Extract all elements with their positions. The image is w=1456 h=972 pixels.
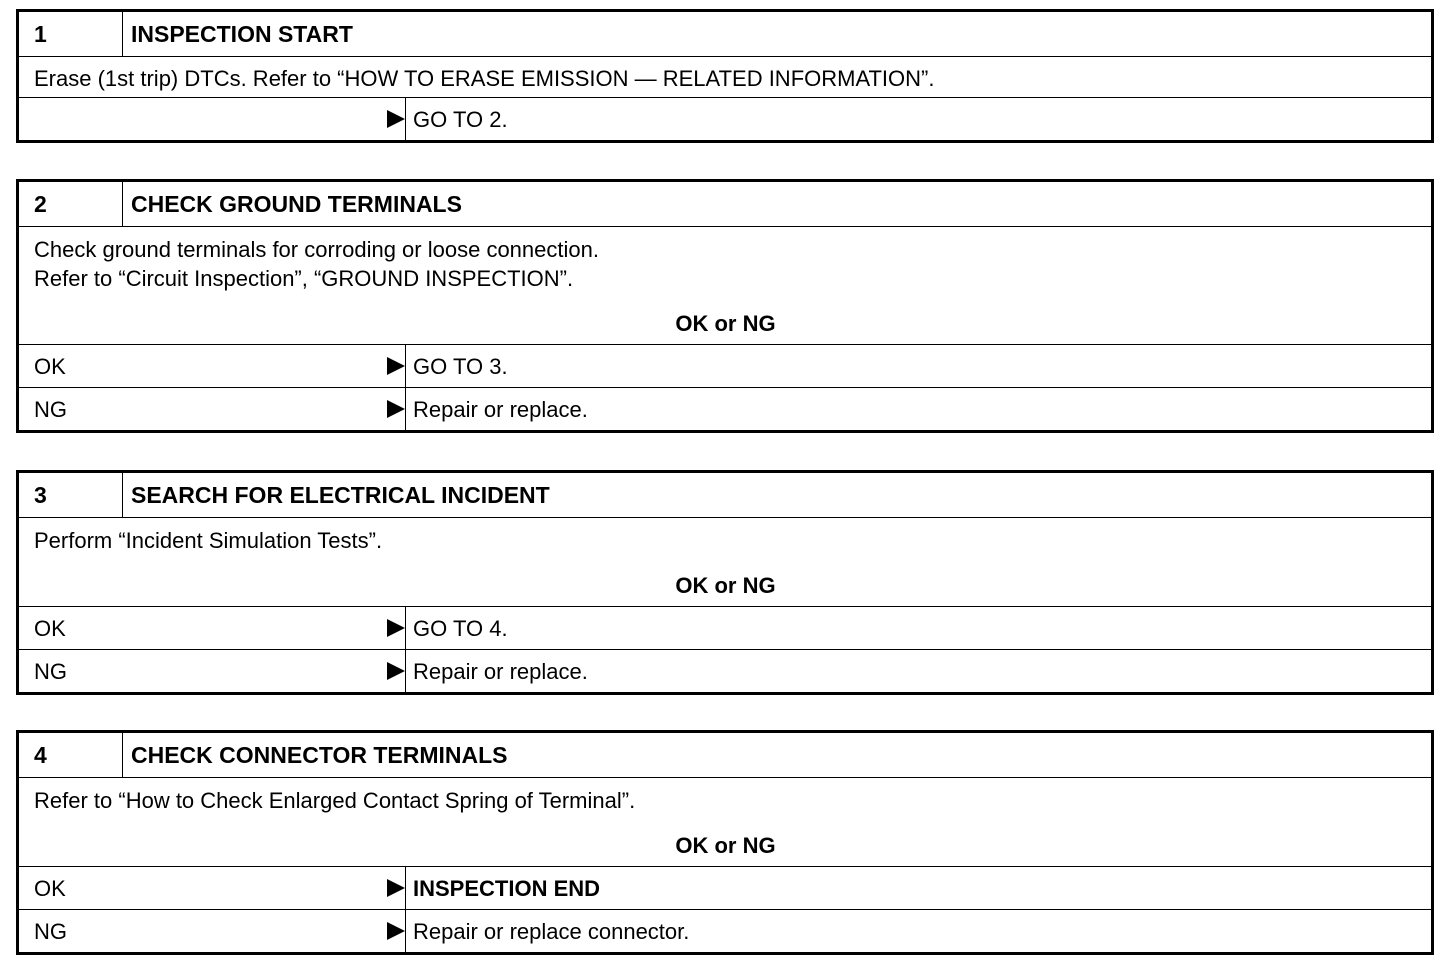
result-row — [19, 387, 1431, 430]
result-row — [19, 97, 1431, 140]
instruction-line: Erase (1st trip) DTCs. Refer to “HOW TO ERASE EMISSION — RELATED INFORMATION”. — [34, 66, 935, 91]
ok-or-ng-label: OK or NG — [675, 833, 776, 858]
step-header — [19, 733, 1431, 777]
step-3-box — [16, 470, 1434, 695]
result-action: INSPECTION END — [405, 867, 1431, 909]
right-triangle-arrow-icon — [387, 98, 405, 140]
step-instructions — [19, 226, 1431, 344]
result-condition: OK — [34, 616, 66, 641]
result-condition — [19, 98, 387, 140]
instruction-line: Refer to “How to Check Enlarged Contact Spring of Terminal”. — [34, 788, 636, 813]
step-header — [19, 12, 1431, 56]
step-header — [19, 473, 1431, 517]
result-action: Repair or replace. — [405, 388, 1431, 430]
step-4-box — [16, 730, 1434, 955]
step-title: SEARCH FOR ELECTRICAL INCIDENT — [131, 482, 550, 508]
instruction-line: Refer to “Circuit Inspection”, “GROUND INSPECTION”. — [34, 266, 574, 291]
step-title: INSPECTION START — [131, 21, 353, 47]
instruction-line: Check ground terminals for corroding or loose connection. — [34, 237, 599, 262]
right-triangle-arrow-icon — [387, 910, 405, 952]
result-row — [19, 649, 1431, 692]
result-action: Repair or replace. — [405, 650, 1431, 692]
result-condition: NG — [34, 659, 67, 684]
result-row — [19, 866, 1431, 909]
result-action: GO TO 2. — [405, 98, 1431, 140]
right-triangle-arrow-icon — [387, 388, 405, 430]
step-instructions — [19, 56, 1431, 97]
ok-or-ng-label: OK or NG — [675, 573, 776, 598]
result-action: Repair or replace connector. — [405, 910, 1431, 952]
result-condition: OK — [34, 354, 66, 379]
instruction-line: Perform “Incident Simulation Tests”. — [34, 528, 383, 553]
step-number: 1 — [19, 12, 123, 56]
result-condition: NG — [34, 919, 67, 944]
right-triangle-arrow-icon — [387, 650, 405, 692]
step-2-box — [16, 179, 1434, 433]
ok-or-ng-label: OK or NG — [675, 311, 776, 336]
step-number: 3 — [19, 473, 123, 517]
result-condition: OK — [34, 876, 66, 901]
result-action: GO TO 3. — [405, 345, 1431, 387]
step-instructions — [19, 777, 1431, 866]
result-row — [19, 606, 1431, 649]
result-row — [19, 344, 1431, 387]
step-header — [19, 182, 1431, 226]
step-1-box — [16, 9, 1434, 143]
step-instructions — [19, 517, 1431, 606]
right-triangle-arrow-icon — [387, 867, 405, 909]
step-title: CHECK GROUND TERMINALS — [131, 191, 462, 217]
result-action: GO TO 4. — [405, 607, 1431, 649]
step-title: CHECK CONNECTOR TERMINALS — [131, 742, 508, 768]
step-number: 2 — [19, 182, 123, 226]
result-row — [19, 909, 1431, 952]
right-triangle-arrow-icon — [387, 345, 405, 387]
right-triangle-arrow-icon — [387, 607, 405, 649]
result-condition: NG — [34, 397, 67, 422]
step-number: 4 — [19, 733, 123, 777]
